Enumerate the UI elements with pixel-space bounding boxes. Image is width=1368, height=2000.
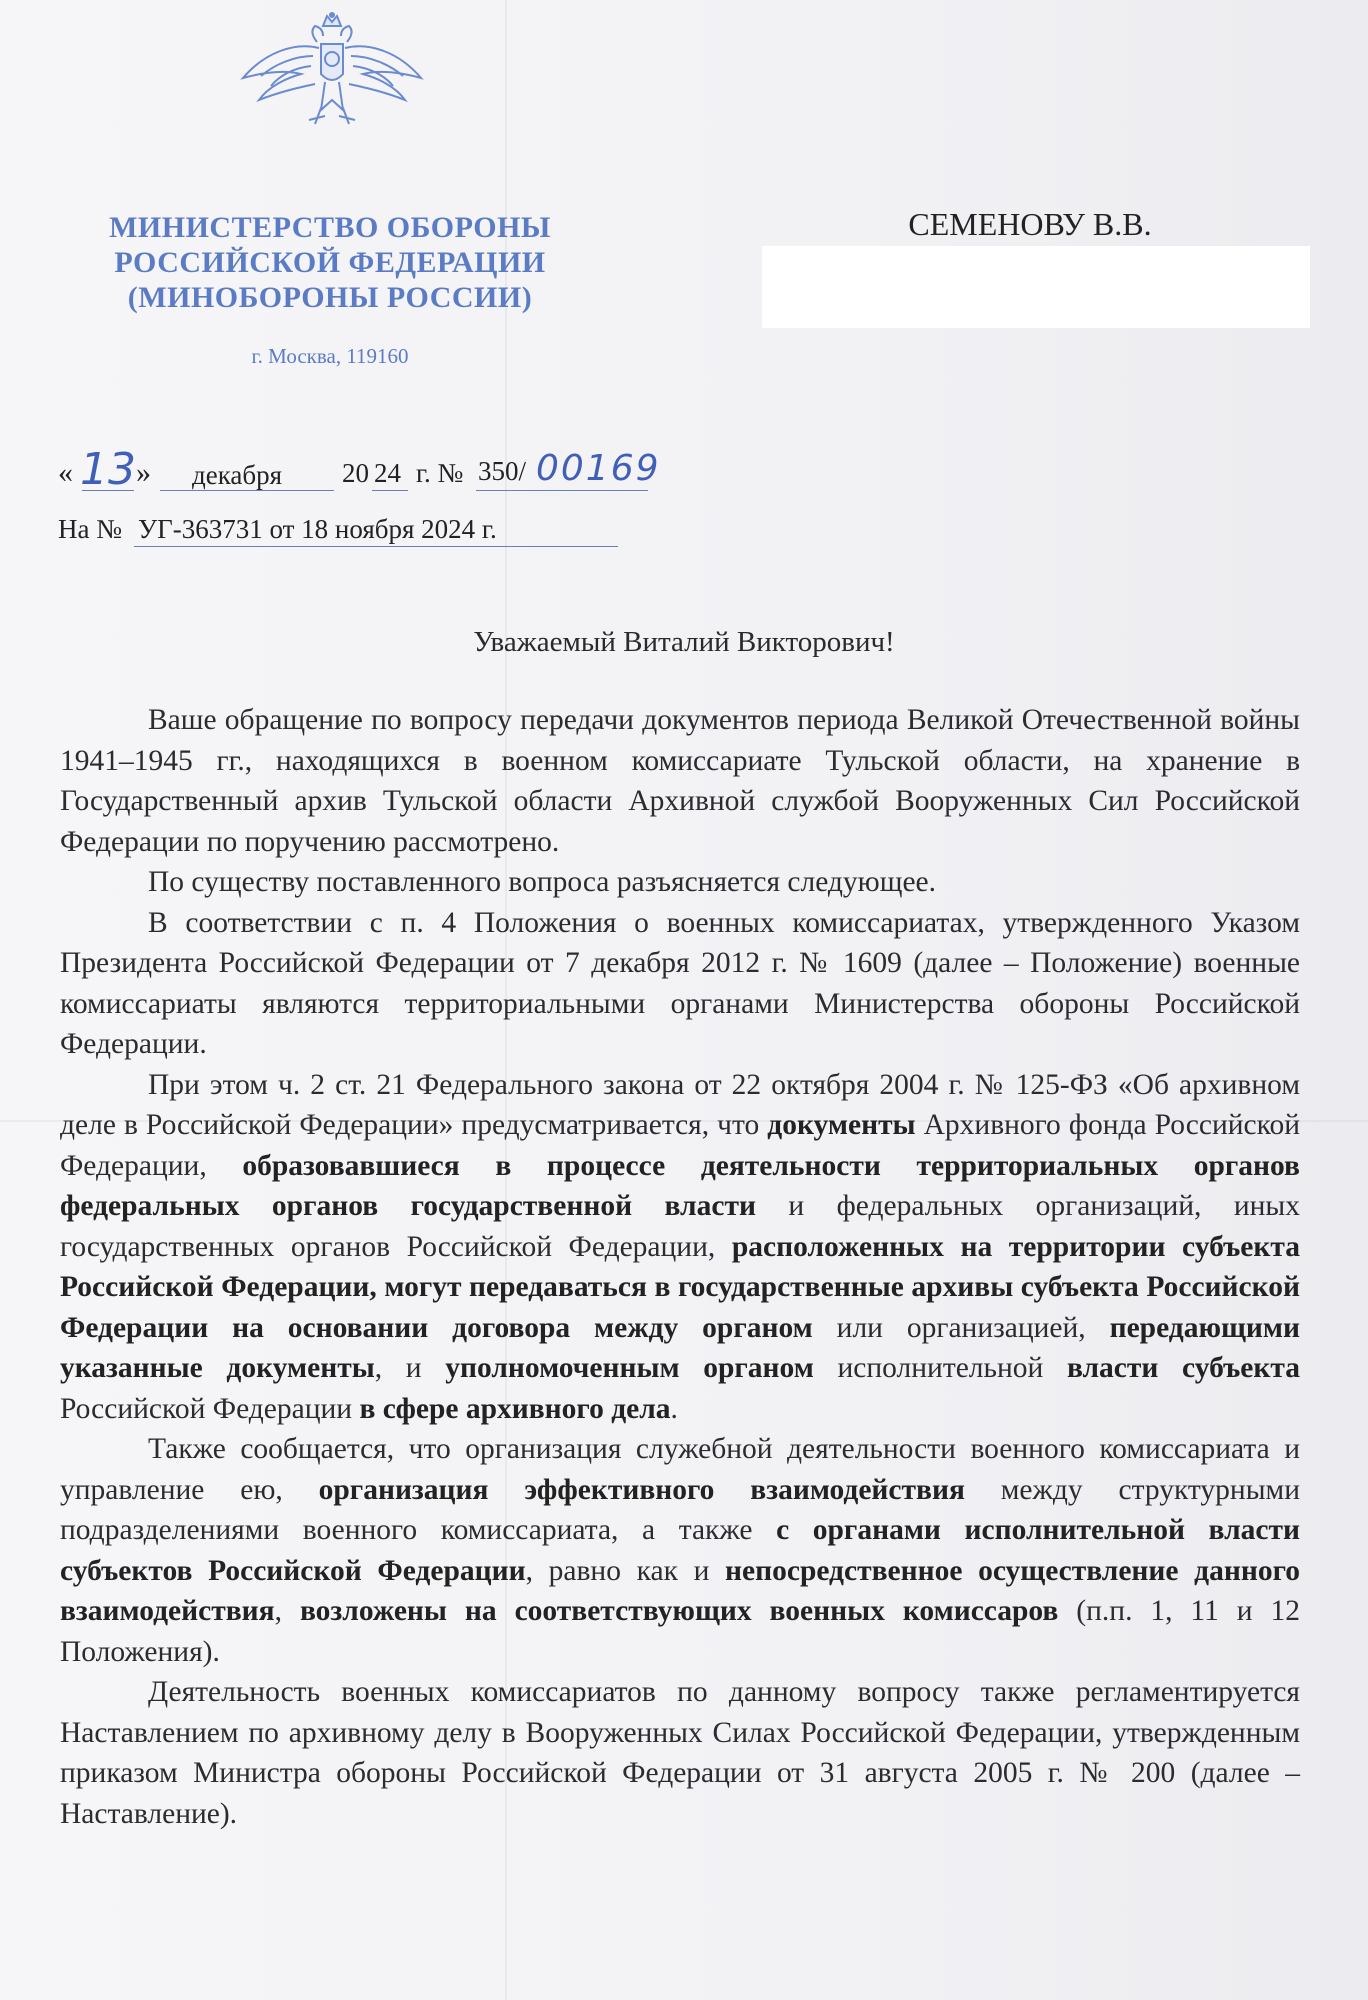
emphasized-text: передающими указанные документы — [60, 1311, 1300, 1384]
emphasized-text: уполномоченным органом — [445, 1352, 814, 1384]
emphasized-text: расположенных на территории субъекта Российской Федерации, могут передаваться в государственные архивы субъекта Российской Федерации на основании договора между органом — [60, 1230, 1300, 1344]
outgoing-number-handwritten: 00169 — [536, 448, 661, 489]
body-text: и федеральных организаций, иных государственных органов Российской Федерации, — [60, 1190, 1300, 1263]
ministry-line-2: РОССИЙСКОЙ ФЕДЕРАЦИИ — [114, 246, 546, 279]
body-text: или организацией, — [812, 1311, 1110, 1344]
ministry-line-3: (МИНОБОРОНЫ РОССИИ) — [127, 281, 533, 314]
ministry-letterhead — [90, 210, 570, 315]
outgoing-number-typed: 350/ — [478, 456, 527, 486]
paragraph-6: Деятельность военных комиссариатов по данному вопросу также регламентируется Наставлением по архивному делу в Вооруженных Силах Российской Федерации, утвержденным приказом Министра обороны Российской Федерации от 31 августа 2005 г. № 200 (далее – Наставление). — [60, 1676, 1300, 1830]
ministry-line-1: МИНИСТЕРСТВО ОБОРОНЫ — [109, 211, 551, 244]
date-year-unit: г. № — [416, 458, 464, 488]
body-text: Также сообщается, что организация служебной деятельности военного комиссариата и управление ею, — [60, 1433, 1300, 1506]
day-underline — [82, 490, 134, 491]
year-underline — [372, 490, 408, 491]
addressee-name: СЕМЕНОВУ В.В. — [908, 206, 1152, 242]
reference-value: УГ-363731 от 18 ноября 2024 г. — [138, 514, 497, 544]
emphasized-text: с органами исполнительной власти субъектов Российской Федерации — [60, 1514, 1300, 1587]
body-text: исполнительной — [813, 1352, 1067, 1384]
emphasized-text: возложены на соответствующих военных комиссаров — [299, 1595, 1059, 1627]
body-text: между структурными подразделениями военного комиссариата, а также — [60, 1473, 1300, 1546]
emphasized-text: организация эффективного взаимодействия — [318, 1473, 965, 1506]
paragraph-3: В соответствии с п. 4 Положения о военных комиссариатах, утвержденного Указом Президента Российской Федерации от 7 декабря 2012 г. № 1609 (далее – Положение) военные комиссариаты являются территориальными органами Министерства обороны Российской Федерации. — [60, 906, 1300, 1060]
paragraph-2: По существу поставленного вопроса разъясняется следующее. — [148, 866, 937, 898]
paragraph-4 — [60, 1065, 1300, 1430]
number-underline — [476, 490, 648, 491]
reference-label: На № — [58, 514, 122, 544]
emphasized-text: документы — [767, 1109, 916, 1141]
body-text: Архивного фонда Российской Федерации, — [60, 1109, 1300, 1182]
body-text: , равно как и — [525, 1554, 726, 1587]
month-underline — [160, 490, 334, 491]
date-day-handwritten: 13 — [80, 444, 136, 495]
body-text: Российской Федерации — [60, 1392, 360, 1425]
emphasized-text: образовавшиеся в процессе деятельности территориальных органов федеральных органов государственной власти — [60, 1149, 1300, 1222]
salutation: Уважаемый Виталий Викторович! — [473, 626, 895, 658]
ministry-city: г. Москва, 119160 — [251, 344, 409, 368]
date-year-prefix: 20 — [342, 458, 369, 488]
date-year-suffix: 24 — [374, 458, 401, 488]
double-headed-eagle-emblem-icon — [235, 12, 430, 137]
reference-underline — [134, 546, 618, 547]
emphasized-text: непосредственное осуществление данного взаимодействия — [60, 1554, 1300, 1627]
redacted-address-block — [762, 246, 1310, 328]
paragraph-1: Ваше обращение по вопросу передачи документов периода Великой Отечественной войны 1941–1945 гг., находящихся в военном комиссариате Тульской области, на хранение в Государственный архив Тульской области Архивной службой Вооруженных Сил Российской Федерации по поручению рассмотрено. — [60, 704, 1300, 858]
letter-body — [60, 700, 1300, 1834]
date-month: декабря — [192, 460, 283, 490]
date-quote-open: « — [58, 456, 73, 489]
emphasized-text: власти субъекта — [1066, 1352, 1300, 1384]
emphasized-text: в сфере архивного дела — [359, 1392, 671, 1425]
body-text: , — [274, 1595, 300, 1627]
date-quote-close: » — [136, 456, 151, 489]
paragraph-5 — [60, 1429, 1300, 1672]
body-text: . — [670, 1392, 678, 1425]
body-text: , и — [374, 1352, 446, 1384]
body-text: При этом ч. 2 ст. 21 Федерального закона от 22 октября 2004 г. № 125-ФЗ «Об архивном деле в Российской Федерации» предусматривается, что — [60, 1068, 1300, 1141]
body-text: (п.п. 1, 11 и 12 Положения). — [60, 1595, 1300, 1668]
